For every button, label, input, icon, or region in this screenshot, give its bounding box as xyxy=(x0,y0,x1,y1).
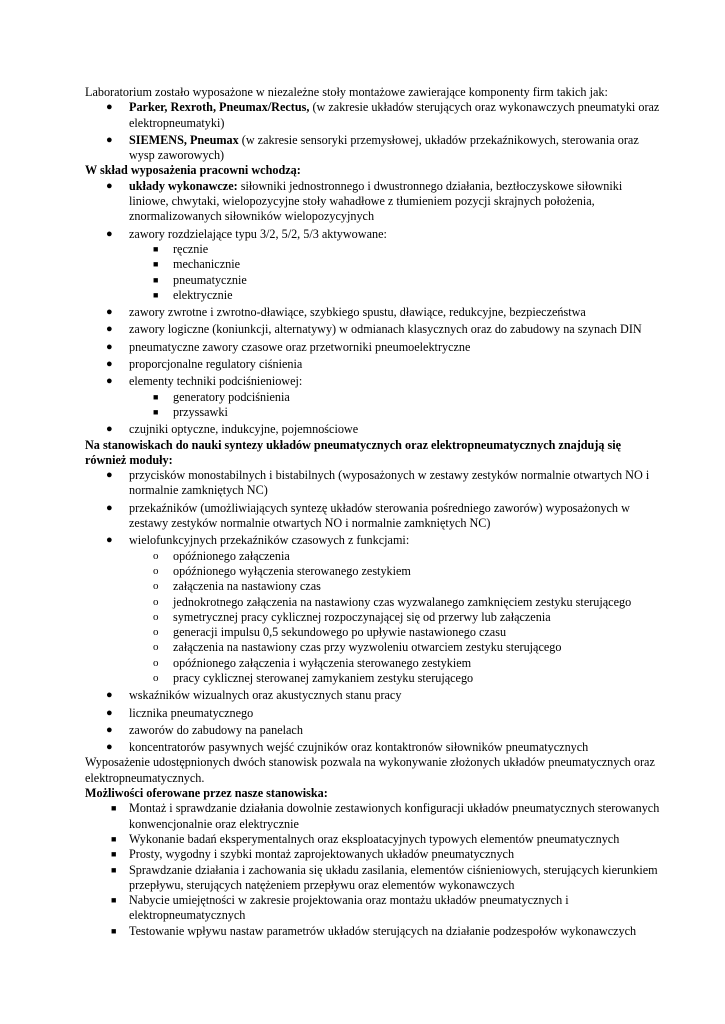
bullet-icon: ● xyxy=(106,423,113,436)
list-item: o jednokrotnego załączenia na nastawiony czas wyzwalanego zamknięciem zestyku sterującego xyxy=(153,594,632,609)
list-item: o opóźnionego załączenia i wyłączenia sterowanego zestykiem xyxy=(153,655,472,670)
option-item: ■ Prosty, wygodny i szybki montaż zaprojektowanych układów pneumatycznych xyxy=(111,847,515,862)
square-bullet-icon: ■ xyxy=(153,391,159,402)
list-item: o opóźnionego wyłączenia sterowanego zestykiem xyxy=(153,563,411,578)
intro-paragraph: Laboratorium zostało wyposażone w niezależne stoły montażowe zawierające komponenty firm takich jak: xyxy=(85,85,608,99)
bullet-icon: ● xyxy=(106,469,113,482)
circle-bullet-icon: o xyxy=(153,595,159,608)
bullet-icon: ● xyxy=(106,227,113,240)
equipment-item: ● proporcjonalne regulatory ciśnienia xyxy=(106,357,303,372)
vendor-scope: (w zakresie układów sterujących oraz wykonawczych pneumatyki oraz elektropneumatyki) xyxy=(129,100,660,130)
list-item: ■ przyssawki xyxy=(153,404,228,419)
bullet-icon: ● xyxy=(106,723,113,736)
bullet-icon: ● xyxy=(106,101,113,114)
vendor-names: Parker, Rexroth, Pneumax/Rectus, xyxy=(129,100,310,115)
module-item: ● zaworów do zabudowy na panelach xyxy=(106,722,303,737)
square-bullet-icon: ■ xyxy=(111,864,117,875)
square-bullet-icon: ■ xyxy=(111,895,117,906)
circle-bullet-icon: o xyxy=(153,580,159,593)
equipment-item xyxy=(85,179,660,225)
equipment-item-bold: układy wykonawcze: xyxy=(129,178,238,193)
square-bullet-icon: ■ xyxy=(111,925,117,936)
list-item: o symetrycznej pracy cyklicznej rozpoczynającej się od przerwy lub załączenia xyxy=(153,609,551,624)
list-item: o generacji impulsu 0,5 sekundowego po upływie nastawionego czasu xyxy=(153,625,507,640)
list-item: ■ mechanicznie xyxy=(153,257,240,272)
list-item: ■ elektrycznie xyxy=(153,287,233,302)
vendor-scope: (w zakresie sensoryki przemysłowej, układów przekaźnikowych, sterowania oraz wysp zaworowych) xyxy=(129,132,639,163)
module-item: ● licznika pneumatycznego xyxy=(106,705,254,720)
list-item: o pracy cyklicznej sterowanej zamykaniem zestyku sterującego xyxy=(153,670,474,685)
bullet-icon: ● xyxy=(106,375,113,388)
list-item: ■ pneumatycznie xyxy=(153,272,247,287)
option-item: ■ Sprawdzanie działania i zachowania się układu zasilania, elementów ciśnieniowych, sterujących kierunkiem przepływu, sterujących natężeniem przepływu oraz elementów wykonawczych xyxy=(111,862,658,892)
list-item: o załączenia na nastawiony czas przy wyzwoleniu otwarciem zestyku sterującego xyxy=(153,640,562,655)
valve-types-list xyxy=(129,242,660,303)
option-item: ■ Testowanie wpływu nastaw parametrów układów sterujących na działanie podzespołów wykonawczych xyxy=(111,923,637,938)
list-item: o załączenia na nastawiony czas xyxy=(153,579,321,594)
equipment-item-text: siłowniki jednostronnego i dwustronnego działania, beztłoczyskowe siłowniki liniowe, chwytaki, wielopozycyjne stoły wahadłowe z tłumieniem pozycji skrajnych położenia, znormalizowanych siłowników wielopozycyjnych xyxy=(129,178,623,224)
vendor-item xyxy=(85,100,660,131)
square-bullet-icon: ■ xyxy=(111,849,117,860)
bullet-icon: ● xyxy=(106,358,113,371)
vacuum-items-list xyxy=(129,390,660,421)
bullet-icon: ● xyxy=(106,340,113,353)
list-item: o opóźnionego załączenia xyxy=(153,548,290,563)
square-bullet-icon: ■ xyxy=(111,803,117,814)
timer-functions-list xyxy=(129,549,660,687)
equipment-item: ● elementy techniki podciśnieniowej: ■ generatory podciśnienia ■ przyssawki xyxy=(85,374,660,420)
equipment-heading: W skład wyposażenia pracowni wchodzą: xyxy=(85,163,301,178)
modules-list xyxy=(85,468,660,755)
bullet-icon: ● xyxy=(106,323,113,336)
options-list xyxy=(85,801,660,939)
bullet-icon: ● xyxy=(106,741,113,754)
bullet-icon: ● xyxy=(106,306,113,319)
circle-bullet-icon: o xyxy=(153,641,159,654)
square-bullet-icon: ■ xyxy=(153,406,159,417)
module-item: ● przekaźników (umożliwiających syntezę układów sterowania pośredniego zaworów) wyposażonych w zestawy zestyków normalnie otwartych NO i normalnie zamkniętych NC) xyxy=(106,500,630,531)
summary-paragraph: Wyposażenie udostępnionych dwóch stanowisk pozwala na wykonywanie złożonych układów pneumatycznych oraz elektropneumatycznych. xyxy=(85,755,655,785)
equipment-list xyxy=(85,179,660,438)
module-item: ● przycisków monostabilnych i bistabilnych (wyposażonych w zestawy zestyków normalnie otwartych NO i normalnie zamkniętych NC) xyxy=(106,468,650,498)
square-bullet-icon: ■ xyxy=(153,274,159,285)
equipment-item: ● zawory zwrotne i zwrotno-dławiące, szybkiego spustu, dławiące, redukcyjne, bezpieczeństwa xyxy=(106,305,586,320)
list-item: ■ generatory podciśnienia xyxy=(153,389,290,404)
equipment-item: ● zawory logiczne (koniunkcji, alternatywy) w odmianach klasycznych oraz do zabudowy na szynach DIN xyxy=(106,322,642,337)
vendor-list xyxy=(85,100,660,163)
bullet-icon: ● xyxy=(106,179,113,192)
bullet-icon: ● xyxy=(106,689,113,702)
equipment-item: ● pneumatyczne zawory czasowe oraz przetworniki pneumoelektryczne xyxy=(106,339,471,354)
options-heading: Możliwości oferowane przez nasze stanowiska: xyxy=(85,786,328,801)
square-bullet-icon: ■ xyxy=(153,289,159,300)
circle-bullet-icon: o xyxy=(153,671,159,684)
option-item: ■ Nabycie umiejętności w zakresie projektowania oraz montażu układów pneumatycznych i elektropneumatycznych xyxy=(111,893,569,923)
module-item: ● wielofunkcyjnych przekaźników czasowych z funkcjami: o opóźnionego załączenia o opóźnionego wyłączenia sterowanego zestykiem o załączenia na nastawiony czas o jednokrotnego załączenia na nastawiony czas wyzwalanego zamknięciem zestyku sterującego o symetrycznej pracy cyklicznej rozpoczynającej się od przerwy lub załączenia o generacji impulsu 0,5 sekundowego po upływie nastawionego czasu o załączenia na nastawiony czas przy wyzwoleniu otwarciem zestyku sterującego o opóźnionego załączenia i wyłączenia sterowanego zestykiem o pracy cyklicznej sterowanej zamykaniem zestyku sterującego xyxy=(85,533,660,686)
square-bullet-icon: ■ xyxy=(111,833,117,844)
equipment-item: ● czujniki optyczne, indukcyjne, pojemnościowe xyxy=(106,422,359,437)
circle-bullet-icon: o xyxy=(153,626,159,639)
bullet-icon: ● xyxy=(106,501,113,514)
circle-bullet-icon: o xyxy=(153,564,159,577)
document-page xyxy=(85,85,660,939)
bullet-icon: ● xyxy=(106,534,113,547)
circle-bullet-icon: o xyxy=(153,549,159,562)
option-item: ■ Wykonanie badań eksperymentalnych oraz eksploatacyjnych typowych elementów pneumatycznych xyxy=(111,831,620,846)
vendor-item xyxy=(85,133,660,164)
module-item: ● wskaźników wizualnych oraz akustycznych stanu pracy xyxy=(106,688,402,703)
circle-bullet-icon: o xyxy=(153,656,159,669)
bullet-icon: ● xyxy=(106,133,113,146)
square-bullet-icon: ■ xyxy=(153,243,159,254)
option-item: ■ Montaż i sprawdzanie działania dowolnie zestawionych konfiguracji układów pneumatycznych sterowanych konwencjonalnie oraz elektrycznie xyxy=(111,801,660,831)
vendor-names: SIEMENS, Pneumax xyxy=(129,132,239,147)
modules-heading: Na stanowiskach do nauki syntezy układów pneumatycznych oraz elektropneumatycznych znajdują się również moduły: xyxy=(85,437,622,467)
square-bullet-icon: ■ xyxy=(153,259,159,270)
list-item: ■ ręcznie xyxy=(153,241,209,256)
equipment-item xyxy=(85,227,660,303)
circle-bullet-icon: o xyxy=(153,610,159,623)
bullet-icon: ● xyxy=(106,706,113,719)
equipment-item-text: zawory rozdzielające typu 3/2, 5/2, 5/3 aktywowane: xyxy=(129,226,387,241)
module-item: ● koncentratorów pasywnych wejść czujników oraz kontaktronów siłowników pneumatycznych xyxy=(106,740,589,755)
